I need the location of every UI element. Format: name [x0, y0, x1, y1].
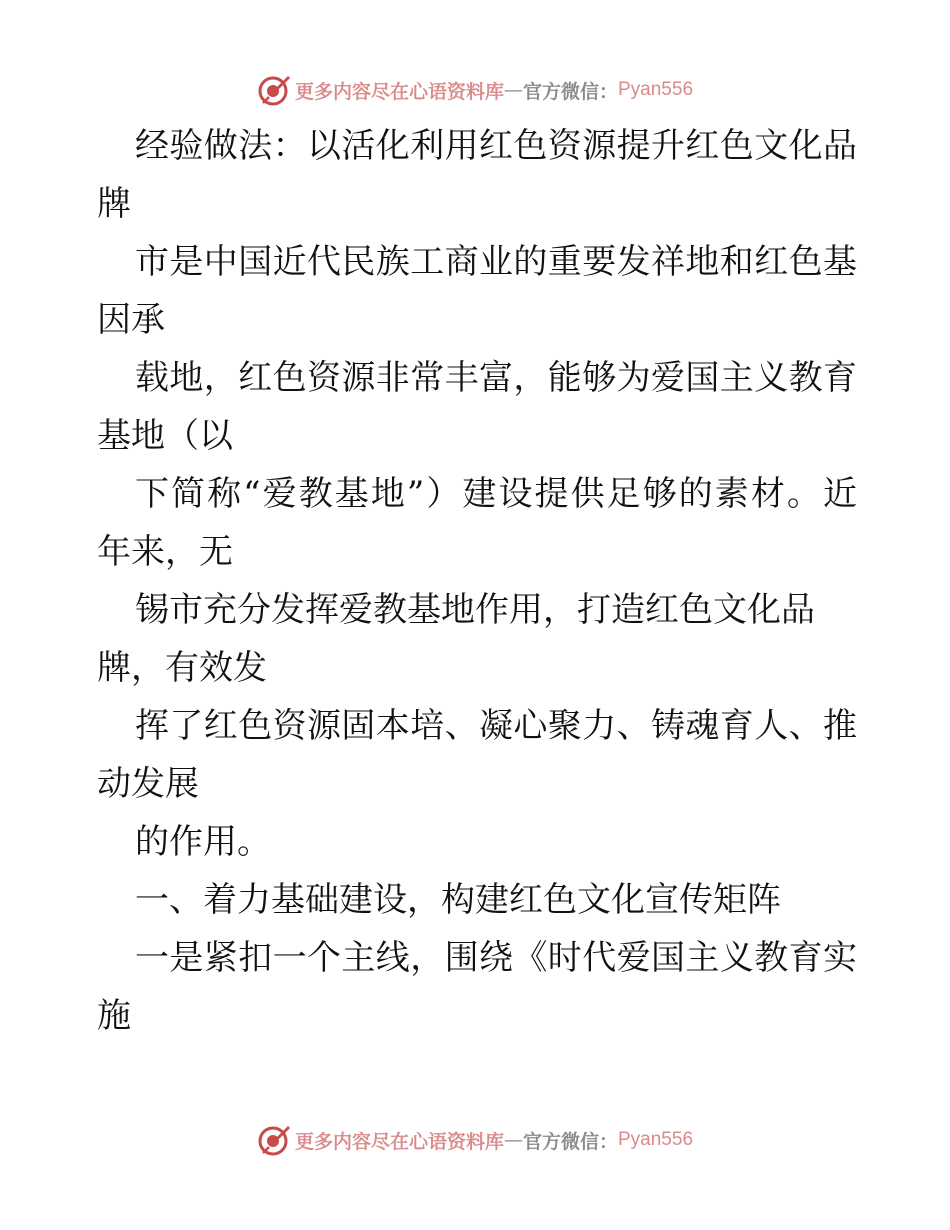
text-line: 基地（以 — [97, 416, 233, 456]
text-line: 动发展 — [97, 764, 199, 804]
text-line: 因承 — [97, 300, 165, 340]
watermark-id: Pyan556 — [618, 79, 694, 100]
text-line: 牌 — [97, 184, 131, 224]
text-line: 年来，无 — [97, 532, 233, 572]
text-line: 市是中国近代民族工商业的重要发祥地和红色基 — [135, 242, 857, 282]
text-line: 挥了红色资源固本培、凝心聚力、铸魂育人、推 — [135, 706, 857, 746]
watermark-handle: 官方微信： — [522, 1130, 618, 1153]
footer-watermark — [0, 1120, 950, 1160]
watermark-dash: — — [503, 79, 523, 101]
text-line: 经验做法：以活化利用红色资源提升红色文化品 — [135, 126, 857, 166]
watermark-handle: 官方微信： — [522, 80, 618, 103]
watermark-text: 更多内容尽在心语资料库 — [294, 80, 504, 103]
quill-logo-icon — [257, 73, 291, 107]
watermark-text: 更多内容尽在心语资料库 — [294, 1130, 504, 1153]
text-line: 锡市充分发挥爱教基地作用，打造红色文化品 — [135, 590, 815, 630]
quill-logo-icon — [257, 1123, 291, 1157]
watermark-id: Pyan556 — [618, 1129, 694, 1150]
header-watermark — [0, 70, 950, 110]
text-line: 载地，红色资源非常丰富，能够为爱国主义教育 — [135, 358, 857, 398]
text-line: 下简称“爱教基地”）建设提供足够的素材。近 — [135, 474, 857, 514]
section-heading: 一、着力基础建设，构建红色文化宣传矩阵 — [135, 880, 781, 920]
text-line: 牌，有效发 — [97, 648, 267, 688]
text-line: 的作用。 — [135, 822, 271, 862]
watermark-dash: — — [503, 1129, 523, 1151]
document-body — [97, 117, 857, 1045]
text-line: 施 — [97, 996, 131, 1036]
text-line: 一是紧扣一个主线，围绕《时代爱国主义教育实 — [135, 938, 857, 978]
